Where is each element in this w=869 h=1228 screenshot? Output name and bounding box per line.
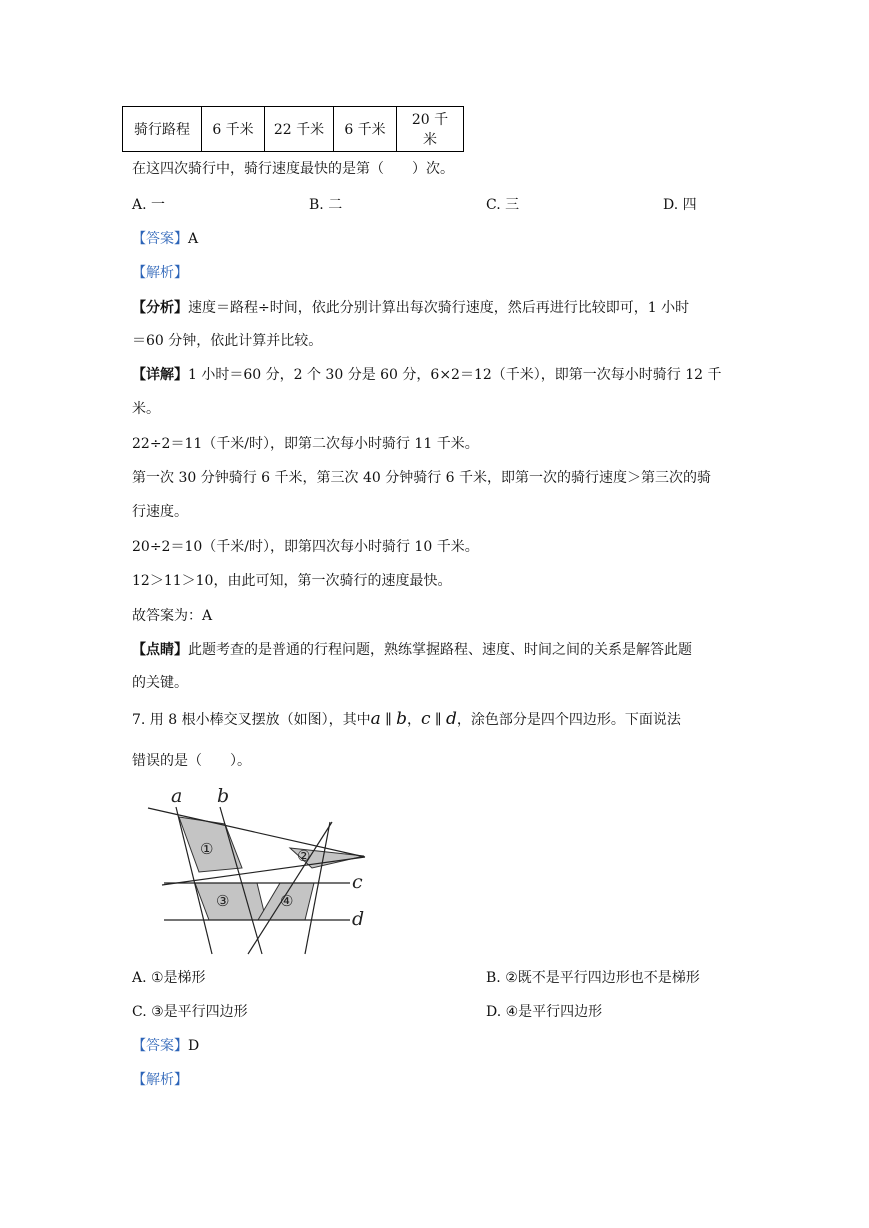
table-cell: 6 千米	[334, 107, 397, 152]
xiangjie-text: 1 小时＝60 分，2 个 30 分是 60 分，6×2＝12（千米），即第一次每小时骑行 12 千	[188, 367, 722, 383]
q6-option-a: A. 一	[132, 197, 166, 213]
table-row	[123, 107, 464, 152]
q6-xiangjie-line2: 米。	[132, 401, 160, 417]
sticks-figure	[140, 782, 380, 960]
parallel-symbol: ∥	[430, 712, 446, 728]
fenxi-tag: 【分析】	[132, 300, 188, 316]
ride-distance-table	[122, 106, 464, 152]
answer-value: A	[188, 231, 199, 247]
q6-analysis-tag: 【解析】	[132, 265, 188, 281]
shaded-quadrilaterals	[179, 817, 364, 920]
fenxi-text: 速度＝路程÷时间，依此分别计算出每次骑行速度，然后再进行比较即可，1 小时	[188, 300, 690, 316]
q6-line-d: 12＞11＞10，由此可知，第一次骑行的速度最快。	[132, 573, 452, 589]
q6-option-b: B. 二	[309, 197, 343, 213]
q6-answer	[132, 228, 198, 248]
label-region-3: ③	[216, 892, 230, 910]
sticks	[148, 807, 365, 954]
q7-answer	[132, 1035, 199, 1055]
q6-dianjing-line1	[132, 639, 692, 659]
label-d: d	[352, 908, 365, 930]
label-b: b	[217, 785, 230, 807]
q6-option-d: D. 四	[663, 197, 697, 213]
q7-option-a: A. ①是梯形	[132, 970, 206, 986]
parallel-symbol: ∥	[380, 712, 397, 728]
label-c: c	[352, 871, 363, 893]
xiangjie-tag: 【详解】	[132, 367, 188, 383]
q7-option-d: D. ④是平行四边形	[486, 1004, 603, 1020]
label-region-2: ②	[297, 847, 311, 865]
q6-xiangjie-line1	[132, 364, 721, 384]
table-cell: 6 千米	[202, 107, 265, 152]
q6-line-c: 20÷2＝10（千米/时），即第四次每小时骑行 10 千米。	[132, 539, 479, 555]
q7-option-c: C. ③是平行四边形	[132, 1004, 248, 1020]
label-a: a	[171, 785, 183, 807]
var-c: c	[421, 709, 431, 729]
stick-right-2	[248, 822, 332, 954]
label-region-4: ④	[280, 892, 294, 910]
dianjing-tag: 【点睛】	[132, 642, 188, 658]
q6-line-b2: 行速度。	[132, 504, 188, 520]
q7-option-b: B. ②既不是平行四边形也不是梯形	[486, 970, 700, 986]
answer-value: D	[188, 1038, 200, 1054]
var-b: b	[396, 709, 408, 729]
var-a: a	[370, 709, 381, 729]
q6-option-c: C. 三	[486, 197, 520, 213]
answer-tag: 【答案】	[132, 1038, 188, 1054]
answer-tag: 【答案】	[132, 231, 188, 247]
stick-upper-cross	[148, 808, 365, 857]
q6-line-a: 22÷2＝11（千米/时），即第二次每小时骑行 11 千米。	[132, 436, 479, 452]
q7-stem-line1	[132, 709, 681, 729]
q6-stem: 在这四次骑行中，骑行速度最快的是第（ ）次。	[132, 161, 454, 177]
stick-lower-cross	[162, 857, 365, 885]
var-d: d	[445, 709, 457, 729]
label-region-1: ①	[200, 840, 214, 858]
q6-line-b1: 第一次 30 分钟骑行 6 千米，第三次 40 分钟骑行 6 千米，即第一次的骑行速度＞第三次的骑	[132, 470, 712, 486]
q7-stem-start: 7. 用 8 根小棒交叉摆放（如图），其中	[132, 712, 371, 728]
table-cell: 20 千米	[397, 107, 464, 152]
dianjing-text: 此题考查的是普通的行程问题，熟练掌握路程、速度、时间之间的关系是解答此题	[188, 642, 692, 658]
comma: ，	[407, 712, 422, 728]
q6-fenxi-line1	[132, 297, 689, 317]
table-cell: 骑行路程	[123, 107, 202, 152]
q6-fenxi-line2: ＝60 分钟，依此计算并比较。	[132, 333, 323, 349]
q6-line-e: 故答案为：A	[132, 608, 213, 624]
q6-dianjing-line2: 的关键。	[132, 675, 188, 691]
q7-stem-end: ，涂色部分是四个四边形。下面说法	[456, 712, 681, 728]
q7-stem-line2: 错误的是（ ）。	[132, 753, 251, 769]
region-3	[195, 883, 266, 920]
q7-analysis-tag: 【解析】	[132, 1072, 188, 1088]
table-cell: 22 千米	[265, 107, 334, 152]
